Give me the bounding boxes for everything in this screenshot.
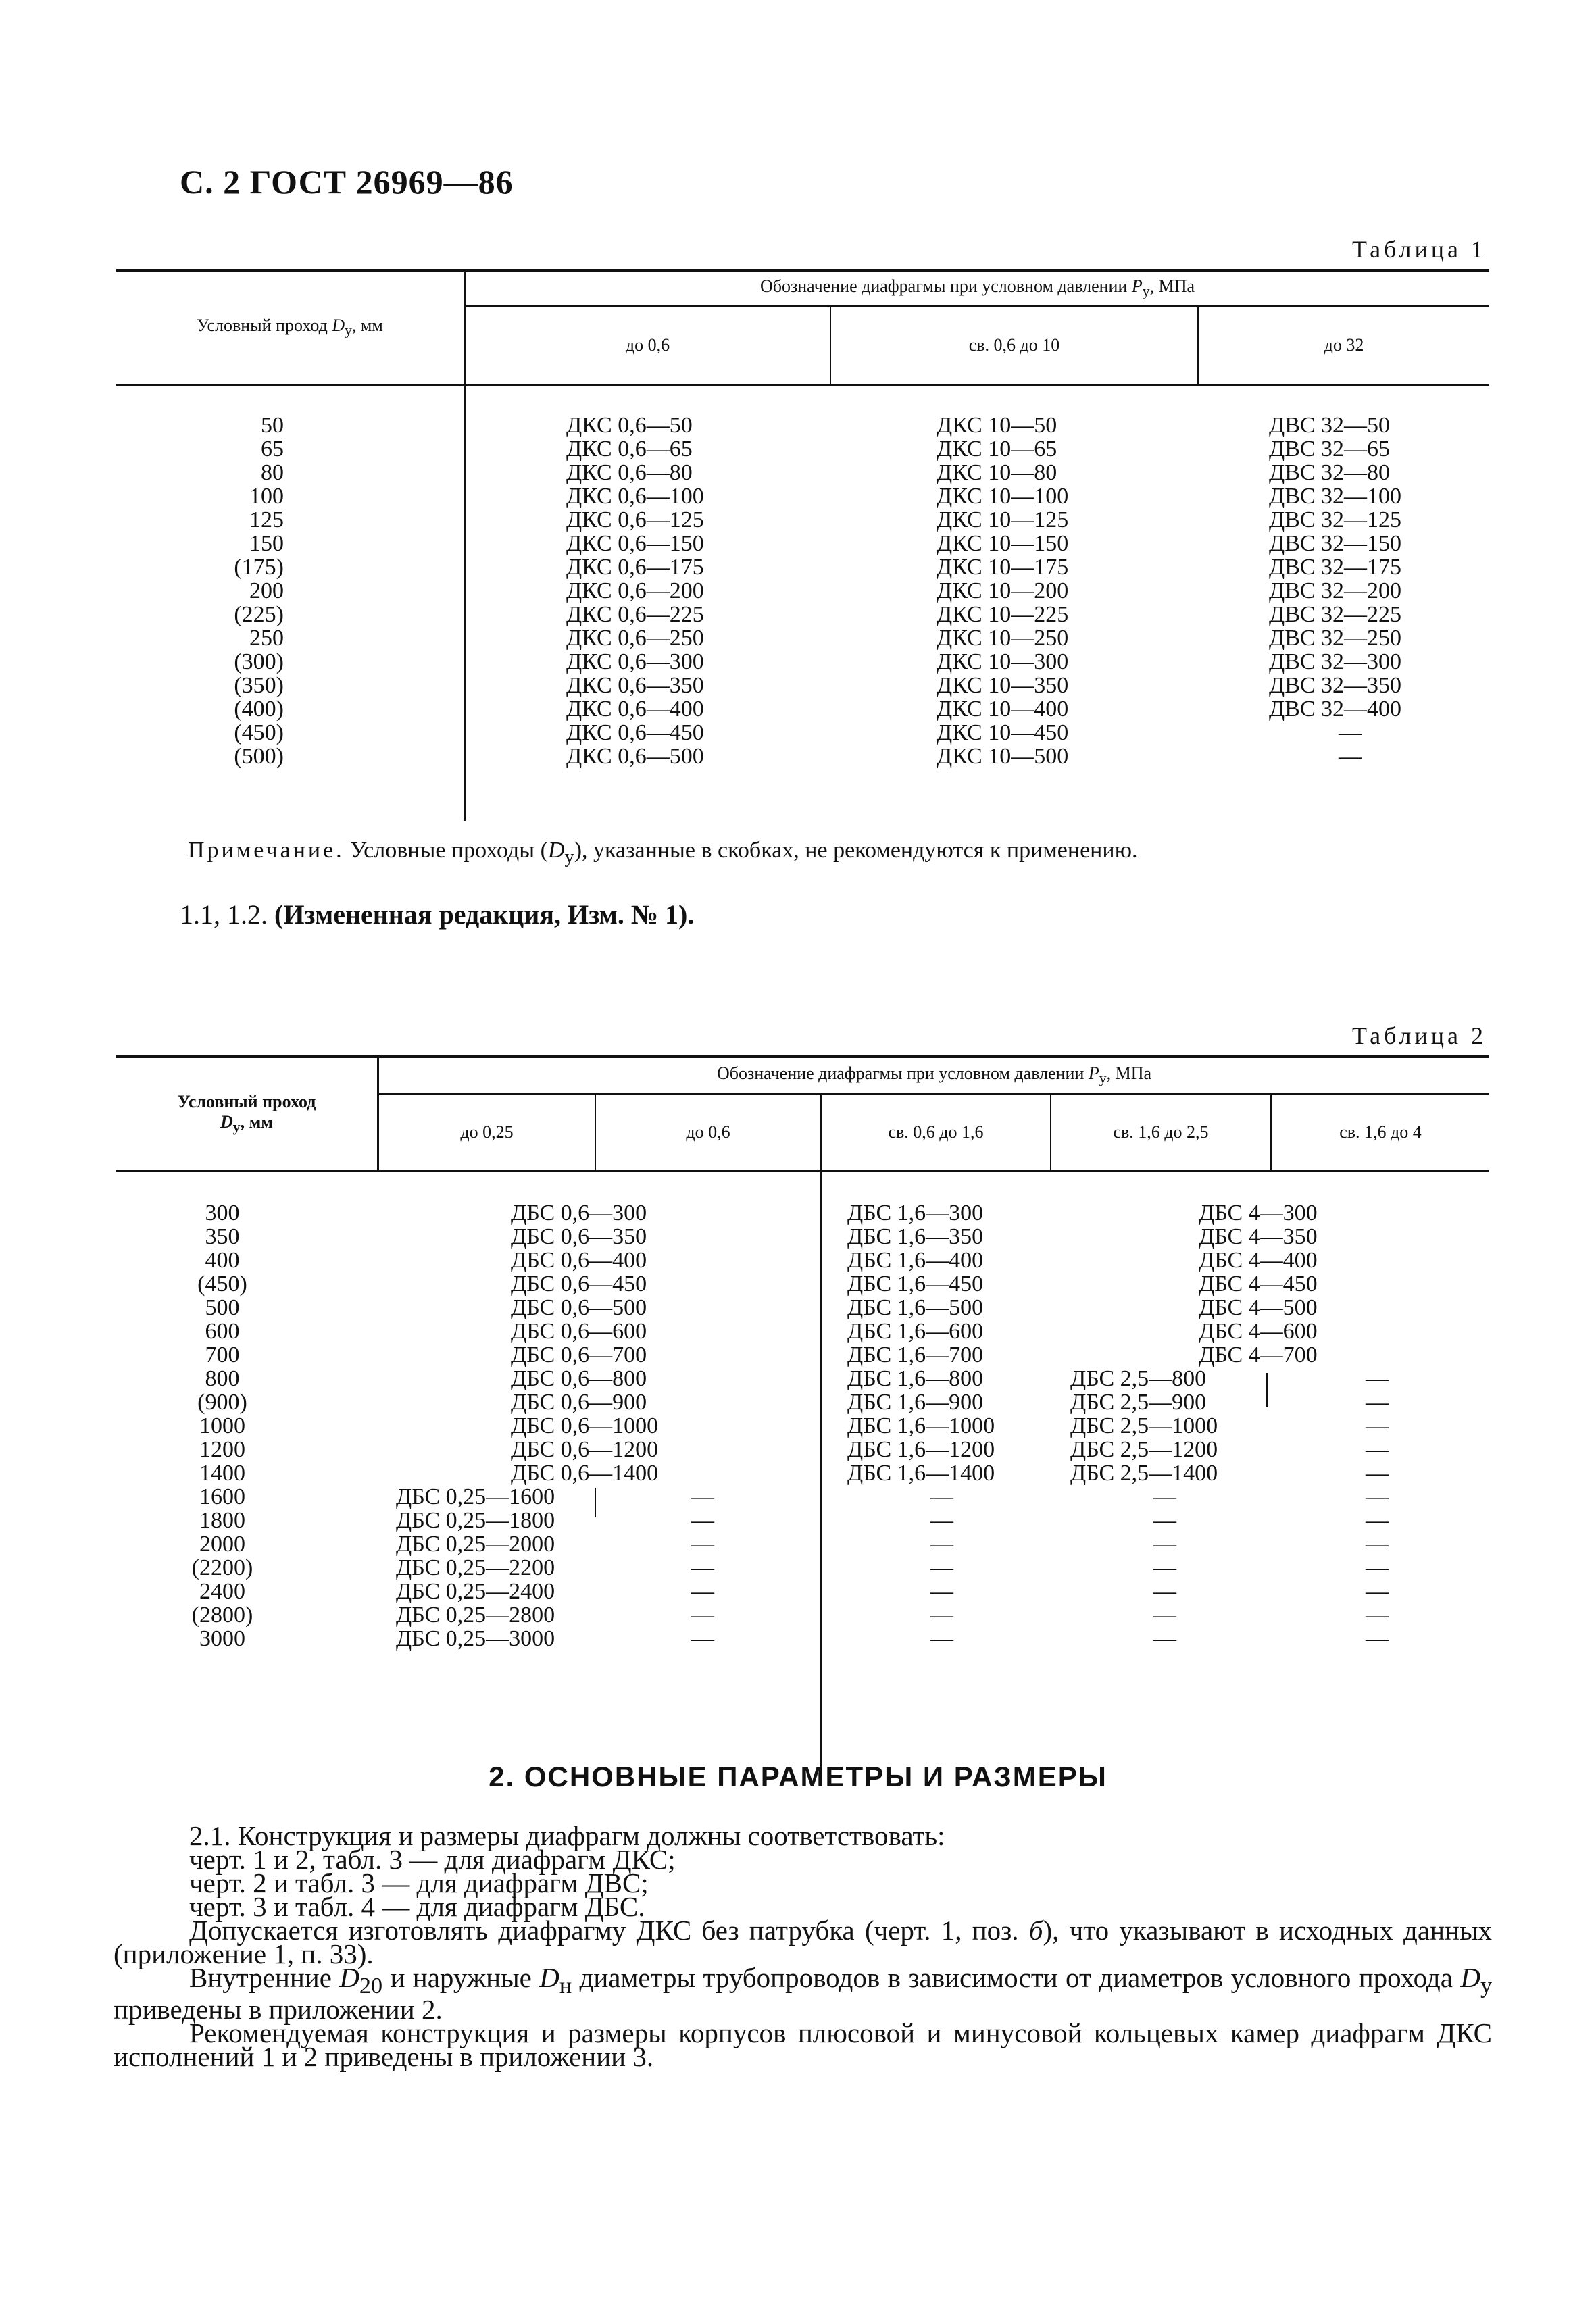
table-cell: ДКС 10—500 (937, 744, 1069, 769)
table-cell: 700 (205, 1342, 240, 1367)
table2-subheader-4: св. 1,6 до 2,5 (1113, 1122, 1209, 1142)
table-cell: ДВС 32—200 (1269, 578, 1402, 603)
table-cell: ДБС 1,6—700 (847, 1342, 984, 1367)
table-cell: 150 (249, 531, 284, 556)
section2-p3: Внутренние $D_{20}$ и наружные $D_н$ диаметры трубопроводов в зависимости от диаметров условного прохода $D_у$ приведены в приложении 2. (114, 1962, 1493, 2026)
table-cell: 400 (205, 1248, 240, 1273)
section2-p2: Допускается изготовлять диафрагму ДКС без патрубка (черт. 1, поз. б), что указывают в исходных данных (приложение 1, п. 33). (114, 1915, 1492, 1969)
table1-subheader-3: до 32 (1324, 335, 1364, 355)
table-cell: ДКС 0,6—500 (566, 744, 704, 769)
table2-col-2-5 (1070, 1367, 1260, 1651)
amendment-note: 1.1, 1.2. (Измененная редакция, Изм. № 1). (180, 899, 695, 930)
table-cell: ДБС 1,6—350 (847, 1224, 984, 1249)
table-cell: ДБС 4—500 (1199, 1295, 1318, 1320)
table-cell: — (1153, 1484, 1176, 1509)
table-cell: (2800) (191, 1603, 253, 1628)
table2-col-0-6 (511, 1201, 658, 1485)
table-cell: 250 (249, 626, 284, 651)
table2-subheader-3: св. 0,6 до 1,6 (888, 1122, 984, 1142)
table-cell: ДБС 1,6—800 (847, 1366, 984, 1391)
table-cell: — (930, 1484, 953, 1509)
section2-title: 2. ОСНОВНЫЕ ПАРАМЕТРЫ И РАЗМЕРЫ (489, 1761, 1107, 1792)
table-cell: 65 (261, 436, 284, 461)
table-cell: ДКС 10—150 (937, 531, 1069, 556)
table-cell: 600 (205, 1319, 240, 1344)
section2-p4: Рекомендуемая конструкция и размеры корпусов плюсовой и минусовой кольцевых камер диафрагм ДКС исполнений 1 и 2 приведены в приложении 3. (114, 2017, 1492, 2073)
section2-list-1: черт. 1 и 2, табл. 3 — для диафрагм ДКС; (189, 1844, 676, 1875)
table-cell: ДБС 0,6—300 (511, 1201, 647, 1226)
table-cell: ДКС 10—200 (937, 578, 1069, 603)
table-cell: ДБС 1,6—450 (847, 1272, 984, 1297)
table-cell: ДВС 32—65 (1269, 436, 1391, 461)
table-cell: — (1153, 1603, 1176, 1628)
table-cell: ДКС 10—300 (937, 649, 1069, 674)
table-cell: ДКС 10—125 (937, 507, 1069, 532)
table1-group-header: Обозначение диафрагмы при условном давлении $P_у$, МПа (759, 276, 1195, 300)
table-cell: — (691, 1532, 714, 1557)
table1-header-dy: Условный проход $D_у$, мм (197, 316, 383, 339)
table-cell: ДВС 32—150 (1269, 531, 1402, 556)
table-cell: ДБС 0,25—1600 (396, 1484, 555, 1509)
table-cell: — (1366, 1579, 1389, 1604)
table-cell: 1200 (199, 1437, 245, 1462)
table-cell: ДКС 0,6—350 (566, 673, 704, 698)
table2-vline-dbs025 (595, 1488, 596, 1517)
table-cell: (500) (234, 744, 284, 769)
table-cell: (300) (234, 649, 284, 674)
table1-header-rule (116, 384, 1489, 386)
table2-group-header: Обозначение диафрагмы при условном давлении $P_у$, МПа (716, 1063, 1152, 1087)
table-cell: ДКС 10—350 (937, 673, 1069, 698)
table2-dy-column (165, 1201, 280, 1651)
table-cell: ДКС 10—80 (937, 460, 1057, 485)
table-cell: ДВС 32—400 (1269, 697, 1402, 722)
table-cell: ДБС 1,6—900 (847, 1390, 984, 1415)
table-cell: ДБС 1,6—400 (847, 1248, 984, 1273)
table2-header-dy: Условный проход $D_у$, мм (177, 1092, 316, 1136)
table-cell: ДВС 32—250 (1269, 626, 1402, 651)
table1-subheader-1: до 0,6 (625, 335, 670, 355)
table-cell: ДБС 1,6—1400 (847, 1461, 995, 1486)
table1-caption: Таблица 1 (1352, 236, 1487, 263)
table-cell: ДБС 0,6—1400 (511, 1461, 659, 1486)
table-cell: — (1366, 1555, 1389, 1580)
table-cell: ДБС 0,25—2200 (396, 1555, 555, 1580)
table-cell: — (930, 1579, 953, 1604)
table-cell: 1600 (199, 1484, 245, 1509)
table-cell: ДКС 10—225 (937, 602, 1069, 627)
table-cell: — (1153, 1555, 1176, 1580)
table-cell: ДБС 1,6—500 (847, 1295, 984, 1320)
table-cell: (900) (197, 1390, 247, 1415)
table-cell: ДКС 0,6—175 (566, 555, 704, 580)
section2-list-2: черт. 2 и табл. 3 — для диафрагм ДВС; (189, 1867, 649, 1898)
table-cell: ДВС 32—50 (1269, 413, 1391, 438)
table2-col-0-6-dashes (669, 1485, 737, 1651)
table-cell: 1000 (199, 1413, 245, 1438)
table-cell: ДКС 0,6—80 (566, 460, 693, 485)
table-cell: 500 (205, 1295, 240, 1320)
table-cell: ДБС 4—350 (1199, 1224, 1318, 1249)
table-cell: (400) (234, 697, 284, 722)
table-cell: 3000 (199, 1626, 245, 1651)
table-cell: ДКС 0,6—300 (566, 649, 704, 674)
table-cell: ДКС 0,6—65 (566, 436, 693, 461)
table-cell: 200 (249, 578, 284, 603)
table-cell: ДКС 10—175 (937, 555, 1069, 580)
table-cell: ДБС 1,6—300 (847, 1201, 984, 1226)
table-cell: ДБС 4—400 (1199, 1248, 1318, 1273)
table-cell: 100 (249, 484, 284, 509)
table-cell: ДКС 10—450 (937, 720, 1069, 745)
table2-vline-3 (820, 1095, 822, 1784)
table-cell: — (1153, 1508, 1176, 1533)
table-cell: — (691, 1626, 714, 1651)
table-cell: 350 (205, 1224, 240, 1249)
table-cell: ДКС 0,6—150 (566, 531, 704, 556)
table-cell: ДКС 0,6—200 (566, 578, 704, 603)
table-cell: ДБС 0,6—900 (511, 1390, 647, 1415)
table-cell: — (1153, 1626, 1176, 1651)
table-cell: ДКС 10—400 (937, 697, 1069, 722)
table-cell: — (691, 1508, 714, 1533)
page-header: С. 2 ГОСТ 26969—86 (180, 163, 514, 201)
table-cell: ДБС 4—600 (1199, 1319, 1318, 1344)
table-cell: ДБС 2,5—1000 (1070, 1413, 1218, 1438)
section2-list-3: черт. 3 и табл. 4 — для диафрагм ДБС. (189, 1891, 645, 1922)
table-cell: — (1153, 1579, 1176, 1604)
table-cell: ДБС 0,25—2000 (396, 1532, 555, 1557)
table-cell: ДВС 32—350 (1269, 673, 1402, 698)
table-cell: — (930, 1626, 953, 1651)
table-cell: 1800 (199, 1508, 245, 1533)
table-cell: ДБС 0,25—1800 (396, 1508, 555, 1533)
table-cell: ДКС 10—250 (937, 626, 1069, 651)
table2-col-0-25 (396, 1485, 555, 1651)
table-cell: ДКС 0,6—250 (566, 626, 704, 651)
table-cell: ДБС 0,6—450 (511, 1272, 647, 1297)
table-cell: ДБС 2,5—1200 (1070, 1437, 1218, 1462)
table-cell: ДКС 0,6—400 (566, 697, 704, 722)
table-cell: — (1366, 1437, 1389, 1462)
table-cell: 2400 (199, 1579, 245, 1604)
table-cell: — (1366, 1461, 1389, 1486)
table-cell: — (691, 1579, 714, 1604)
table-cell: ДБС 1,6—1000 (847, 1413, 995, 1438)
table-cell: — (1366, 1484, 1389, 1509)
table-cell: — (691, 1603, 714, 1628)
table-cell: ДБС 0,25—2400 (396, 1579, 555, 1604)
table-cell: ДБС 0,25—2800 (396, 1603, 555, 1628)
table-cell: ДКС 0,6—50 (566, 413, 693, 438)
table-cell: ДКС 0,6—125 (566, 507, 704, 532)
table-cell: ДВС 32—300 (1269, 649, 1402, 674)
table-cell: ДКС 0,6—450 (566, 720, 704, 745)
table-cell: — (1366, 1390, 1389, 1415)
table-cell: ДБС 4—450 (1199, 1272, 1318, 1297)
table-cell: — (930, 1603, 953, 1628)
table-cell: 1400 (199, 1461, 245, 1486)
table-cell: ДБС 0,6—800 (511, 1366, 647, 1391)
table-cell: ДБС 4—300 (1199, 1201, 1318, 1226)
table-cell: ДБС 2,5—900 (1070, 1390, 1207, 1415)
table-cell: ДБС 0,6—500 (511, 1295, 647, 1320)
table2-col-1-6 (847, 1201, 1037, 1651)
table-cell: — (930, 1555, 953, 1580)
table-cell: ДБС 1,6—1200 (847, 1437, 995, 1462)
table-cell: — (1366, 1626, 1389, 1651)
table-cell: (175) (234, 555, 284, 580)
table-cell: — (691, 1484, 714, 1509)
table-cell: ДВС 32—80 (1269, 460, 1391, 485)
section2-body (114, 1820, 1493, 2073)
table2-subheader-1: до 0,25 (460, 1122, 514, 1142)
table-cell: (2200) (191, 1555, 253, 1580)
table2-vline-dbs25 (1266, 1373, 1268, 1407)
table-cell: ДБС 0,6—1000 (511, 1413, 659, 1438)
table-cell: 80 (261, 460, 284, 485)
table-cell: — (1339, 720, 1362, 745)
table-cell: (450) (197, 1272, 247, 1297)
table-cell: ДВС 32—225 (1269, 602, 1402, 627)
table-cell: — (930, 1532, 953, 1557)
table-cell: (450) (234, 720, 284, 745)
table1-subheader-2: св. 0,6 до 10 (968, 335, 1060, 355)
table-cell: ДБС 0,25—3000 (396, 1626, 555, 1651)
table-cell: ДБС 0,6—600 (511, 1319, 647, 1344)
table-cell: — (1366, 1508, 1389, 1533)
table-cell: (350) (234, 673, 284, 698)
table-cell: 800 (205, 1366, 240, 1391)
table-cell: ДКС 10—65 (937, 436, 1057, 461)
table-cell: ДБС 2,5—1400 (1070, 1461, 1218, 1486)
table-cell: (225) (234, 602, 284, 627)
table-cell: 2000 (199, 1532, 245, 1557)
table-cell: — (930, 1508, 953, 1533)
table-cell: ДВС 32—125 (1269, 507, 1402, 532)
table-cell: ДБС 0,6—1200 (511, 1437, 659, 1462)
table-cell: 125 (249, 507, 284, 532)
table-cell: — (1366, 1603, 1389, 1628)
table1-col-0-6-10 (937, 413, 1068, 768)
table-cell: ДВС 32—100 (1269, 484, 1402, 509)
section2-p1: 2.1. Конструкция и размеры диафрагм должны соответствовать: (189, 1820, 945, 1851)
table2-col-4 (1199, 1201, 1318, 1367)
table-cell: 300 (205, 1201, 240, 1226)
table-cell: ДВС 32—175 (1269, 555, 1402, 580)
table-cell: — (1153, 1532, 1176, 1557)
table-cell: — (1366, 1532, 1389, 1557)
table-cell: ДБС 0,6—700 (511, 1342, 647, 1367)
table-cell: ДБС 0,6—350 (511, 1224, 647, 1249)
table-cell: — (1339, 744, 1362, 769)
table-cell: — (1366, 1413, 1389, 1438)
table-cell: ДБС 1,6—600 (847, 1319, 984, 1344)
table-cell: ДБС 0,6—400 (511, 1248, 647, 1273)
table2-caption: Таблица 2 (1352, 1022, 1487, 1049)
table-cell: ДКС 0,6—100 (566, 484, 704, 509)
table2-subheader-5: св. 1,6 до 4 (1339, 1122, 1422, 1142)
table2-header-rule (116, 1170, 1489, 1172)
table1-note: Примечание. Условные проходы $(D_у)$, указанные в скобках, не рекомендуются к применению. (188, 838, 1138, 867)
table-cell: ДКС 10—100 (937, 484, 1069, 509)
table1-col-0-6 (566, 413, 704, 768)
table2-subheader-2: до 0,6 (686, 1122, 730, 1142)
table-cell: ДКС 10—50 (937, 413, 1057, 438)
table1-col-32 (1269, 413, 1431, 768)
table-cell: — (1366, 1366, 1389, 1391)
table-cell: — (691, 1555, 714, 1580)
table-cell: ДБС 2,5—800 (1070, 1366, 1207, 1391)
table2-col-4-dashes (1343, 1367, 1411, 1651)
table1-dy-column (216, 413, 284, 768)
table-cell: ДКС 0,6—225 (566, 602, 704, 627)
table-cell: 50 (261, 413, 284, 438)
table-cell: ДБС 4—700 (1199, 1342, 1318, 1367)
